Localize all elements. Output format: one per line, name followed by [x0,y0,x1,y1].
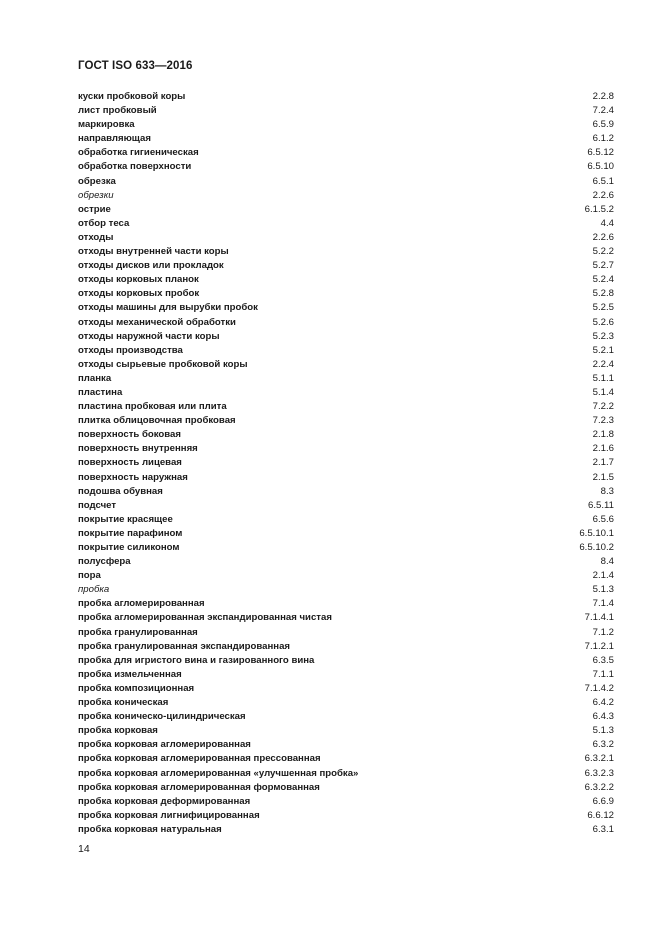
index-reference: 5.2.5 [592,302,614,314]
index-reference: 4.4 [600,217,614,229]
index-term: пробка [78,584,110,596]
index-reference: 7.1.4 [592,598,614,610]
index-term: пробка корковая агломерированная формованная [78,781,320,793]
index-entry [78,372,614,386]
index-reference: 5.1.1 [592,372,614,384]
index-term: поверхность лицевая [78,457,182,469]
index-reference: 6.5.9 [592,119,614,131]
index-reference: 2.1.6 [592,443,614,455]
index-reference: 7.1.4.1 [584,612,614,624]
index-entry [78,203,614,217]
index-entry [78,752,614,766]
index-term: пробка агломерированная [78,598,205,610]
index-reference: 5.2.6 [592,316,614,328]
index-reference: 5.1.3 [592,584,614,596]
index-term: отходы дисков или прокладок [78,260,224,272]
index-term: покрытие парафином [78,527,183,539]
index-entry [78,456,614,470]
index-reference: 5.1.3 [592,725,614,737]
index-reference: 5.2.8 [592,288,614,300]
index-entry [78,583,614,597]
index-entry [78,316,614,330]
index-term: куски пробковой коры [78,91,186,102]
index-term: отходы производства [78,344,183,356]
index-entry [78,724,614,738]
index-entry [78,330,614,344]
index-entry [78,442,614,456]
index-reference: 7.1.2 [592,626,614,638]
index-term: полусфера [78,556,131,568]
index-entry [78,414,614,428]
index-reference: 8.3 [600,485,614,497]
index-term: обрезка [78,175,116,187]
index-entry [78,696,614,710]
index-entry [78,555,614,569]
index-term: пробка коническо-цилиндрическая [78,711,246,723]
index-term: отходы машины для вырубки пробок [78,302,258,314]
index-entry [78,513,614,527]
index-entry [78,160,614,174]
index-entry [78,217,614,231]
index-term: пробка гранулированная [78,626,198,638]
index-reference: 6.5.10.2 [579,542,614,553]
index-term: плитка облицовочная пробковая [78,415,236,427]
index-term: пластина пробковая или плита [78,401,227,413]
index-reference: 6.1.2 [592,133,614,145]
index-term: пластина [78,386,123,398]
index-entry [78,231,614,245]
index-term: направляющая [78,133,151,145]
index-reference: 7.2.3 [592,415,614,427]
index-reference: 7.2.2 [592,401,614,413]
index-reference: 2.1.4 [592,570,614,582]
index-term: отходы [78,231,114,243]
index-reference: 6.5.10 [587,161,614,173]
index-entry [78,597,614,611]
index-term: пробка корковая деформированная [78,795,251,807]
index-term: покрытие красящее [78,513,173,525]
index-term: отходы корковых планок [78,274,199,286]
index-reference: 7.2.4 [592,105,614,117]
index-entry [78,569,614,583]
index-term: пробка агломерированная экспандированная чистая [78,612,332,624]
index-term: поверхность внутренняя [78,443,198,455]
index-entry [78,386,614,400]
index-reference: 5.2.7 [592,260,614,272]
index-term: поверхность боковая [78,429,181,441]
index-entry [78,344,614,358]
index-entry [78,485,614,499]
index-entry [78,428,614,442]
index-reference: 6.5.1 [592,175,614,187]
index-entry [78,781,614,795]
index-term: отходы корковых пробок [78,288,200,300]
document-header: ГОСТ ISO 633—2016 [78,60,193,72]
index-entry [78,104,614,118]
index-reference: 6.4.2 [592,697,614,709]
index-reference: 6.5.6 [592,513,614,525]
index-reference: 6.3.2.2 [584,781,614,793]
index-reference: 6.5.11 [588,499,614,511]
index-entry [78,640,614,654]
index-reference: 6.3.5 [592,654,614,666]
index-entry [78,611,614,625]
index-entry [78,626,614,640]
index-term: обработка поверхности [78,161,192,173]
index-reference: 7.1.2.1 [584,640,614,652]
index-reference: 6.6.9 [592,795,614,807]
index-reference: 6.4.3 [592,711,614,723]
index-term: лист пробковый [78,105,157,117]
index-entry [78,654,614,668]
index-entry [78,668,614,682]
index-reference: 6.3.2 [592,739,614,751]
index-entry [78,118,614,132]
index-reference: 5.2.3 [592,330,614,342]
index-term: покрытие силиконом [78,542,180,553]
index-term: отходы наружной части коры [78,330,220,342]
index-term: пробка корковая натуральная [78,823,222,835]
index-reference: 6.3.2.3 [584,767,614,779]
index-term: поверхность наружная [78,471,188,483]
index-entry [78,175,614,189]
index-term: острие [78,203,111,215]
index-reference: 2.2.4 [592,358,614,370]
index-entry [78,358,614,372]
index-term: маркировка [78,119,135,131]
index-entry [78,132,614,146]
index-term: пробка для игристого вина и газированного вина [78,654,315,666]
index-reference: 2.1.5 [592,471,614,483]
index-term: пробка измельченная [78,668,182,680]
index-entry [78,738,614,752]
index-term: пробка корковая агломерированная прессованная [78,753,321,765]
index-term: отходы внутренней части коры [78,246,229,258]
index-entry [78,400,614,414]
index-entry [78,767,614,781]
index-term: отходы сырьевые пробковой коры [78,358,248,370]
index-reference: 6.5.12 [587,147,614,159]
index-entry [78,795,614,809]
index-reference: 5.2.4 [592,274,614,286]
index-reference: 2.2.6 [592,189,614,201]
index-reference: 2.2.6 [592,231,614,243]
index-term: отбор теса [78,217,130,229]
index-reference: 6.1.5.2 [584,203,614,215]
index-entry [78,259,614,273]
index-entry [78,273,614,287]
index-entry [78,189,614,203]
index-entry [78,287,614,301]
index-entry [78,471,614,485]
index-reference: 2.1.8 [592,429,614,441]
index-entry [78,301,614,315]
index-reference: 2.2.8 [592,91,614,102]
index-entry [78,541,614,555]
index-term: планка [78,372,112,384]
index-term: пробка гранулированная экспандированная [78,640,291,652]
index-entry [78,499,614,513]
index-entry [78,90,614,104]
index-reference: 5.2.1 [592,344,614,356]
index-entry [78,245,614,259]
index-entry [78,710,614,724]
index-reference: 2.1.7 [592,457,614,469]
index-term: подсчет [78,499,117,511]
index-term: отходы механической обработки [78,316,236,328]
page-number: 14 [78,843,90,855]
index-reference: 6.3.1 [592,823,614,835]
index-term: подошва обувная [78,485,163,497]
index-reference: 7.1.1 [592,668,614,680]
index-term: пробка коническая [78,697,169,709]
index-term: пробка композиционная [78,682,195,694]
index-entry [78,823,614,837]
alphabetical-index [78,90,614,837]
index-entry [78,809,614,823]
index-reference: 8.4 [600,556,614,568]
index-entry [78,682,614,696]
index-term: пробка корковая агломерированная «улучшенная пробка» [78,767,359,779]
index-reference: 7.1.4.2 [584,682,614,694]
index-reference: 6.6.12 [587,809,614,821]
index-reference: 6.3.2.1 [584,753,614,765]
index-term: пробка корковая лигнифицированная [78,809,260,821]
index-reference: 6.5.10.1 [579,527,614,539]
index-term: обрезки [78,189,114,201]
index-entry [78,146,614,160]
index-term: обработка гигиеническая [78,147,199,159]
index-entry [78,527,614,541]
index-reference: 5.2.2 [592,246,614,258]
index-term: пора [78,570,101,582]
index-term: пробка корковая агломерированная [78,739,251,751]
index-term: пробка корковая [78,725,158,737]
index-reference: 5.1.4 [592,386,614,398]
